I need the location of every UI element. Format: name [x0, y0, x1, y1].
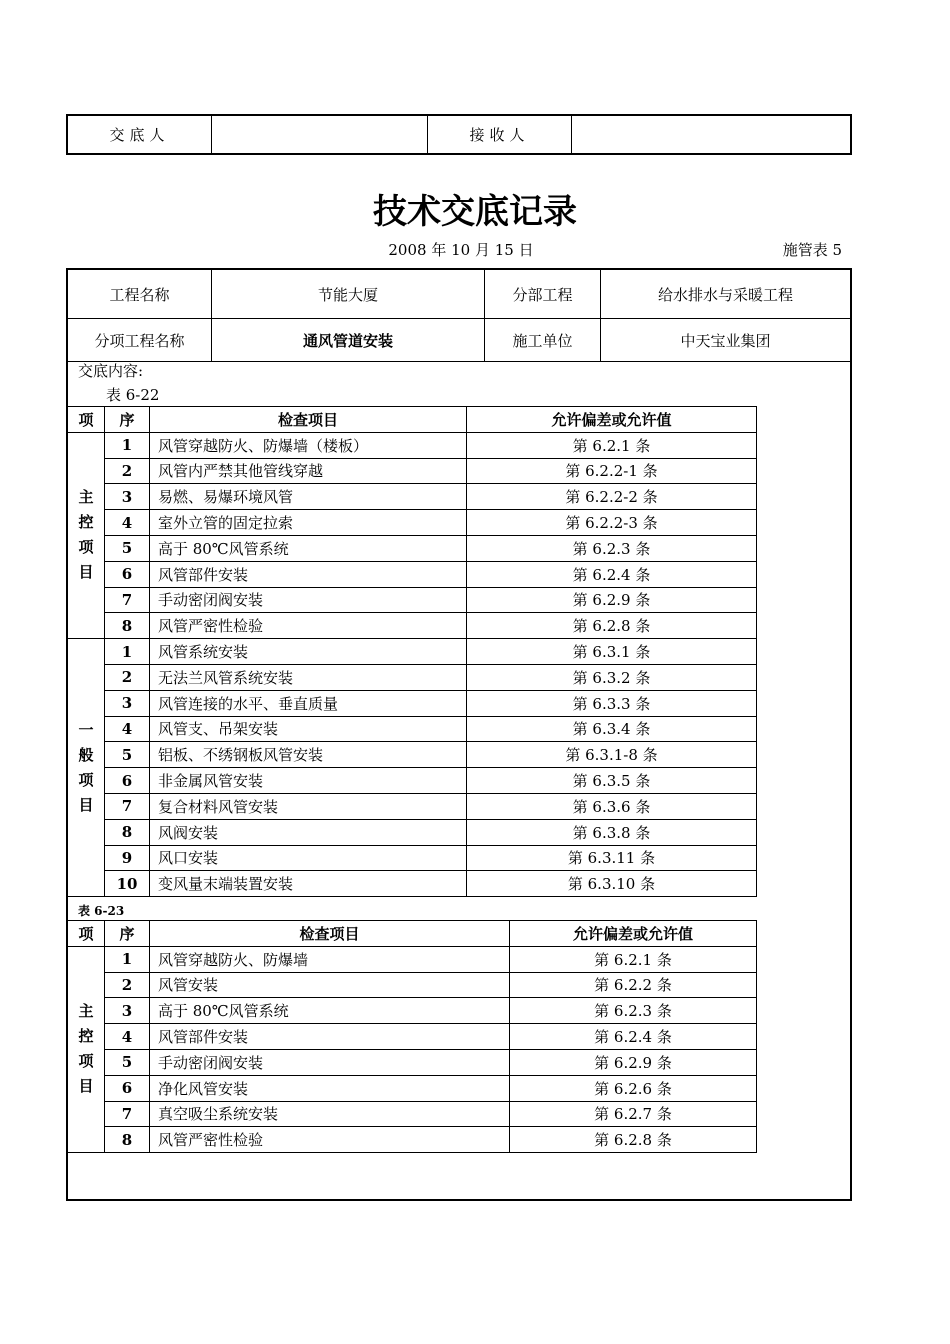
table-row: [68, 946, 757, 972]
check-item: 风管支、吊架安装: [150, 716, 467, 742]
check-item: 风管穿越防火、防爆墙（楼板）: [150, 432, 467, 458]
check-item: 风管严密性检验: [150, 613, 467, 639]
row-number: 1: [105, 639, 150, 665]
document-date: 2008 年 10 月 15 日: [388, 241, 534, 259]
group-label: [68, 946, 105, 1152]
allowed-value: 第 6.2.1 条: [467, 432, 757, 458]
table-row: [68, 768, 757, 794]
allowed-value: 第 6.2.6 条: [510, 1075, 757, 1101]
group-label: [68, 639, 105, 897]
row-number: 2: [105, 972, 150, 998]
allowed-value: 第 6.2.3 条: [467, 535, 757, 561]
table-row: [68, 819, 757, 845]
table-row: [68, 561, 757, 587]
column-header: 项: [68, 921, 105, 947]
check-item: 风管部件安装: [150, 561, 467, 587]
giver-label: 交底人: [67, 115, 212, 154]
check-item: 风管部件安装: [150, 1024, 510, 1050]
table-6-22: [68, 406, 757, 897]
subitem-label: 分项工程名称: [68, 319, 212, 362]
row-number: 4: [105, 510, 150, 536]
table-header-row: [68, 921, 757, 947]
allowed-value: 第 6.2.2-1 条: [467, 458, 757, 484]
row-number: 3: [105, 998, 150, 1024]
row-number: 2: [105, 664, 150, 690]
table-row: [68, 742, 757, 768]
check-item: 高于 80℃风管系统: [150, 998, 510, 1024]
allowed-value: 第 6.2.2-2 条: [467, 484, 757, 510]
column-header: 序: [105, 921, 150, 947]
column-header: 允许偏差或允许值: [510, 921, 757, 947]
project-info-table: [68, 270, 850, 362]
allowed-value: 第 6.3.4 条: [467, 716, 757, 742]
table-row: [68, 871, 757, 897]
row-number: 6: [105, 1075, 150, 1101]
contractor-value: 中天宝业集团: [601, 319, 851, 362]
receiver-field[interactable]: [572, 115, 852, 154]
check-item: 风管严密性检验: [150, 1127, 510, 1153]
table-6-22-label: 表 6-22: [106, 386, 160, 404]
row-number: 7: [105, 793, 150, 819]
allowed-value: 第 6.3.2 条: [467, 664, 757, 690]
table-row: [68, 1024, 757, 1050]
column-header: 项: [68, 407, 105, 433]
group-label-text: 主控项目: [78, 488, 94, 582]
table-row: [68, 535, 757, 561]
column-header: 检查项目: [150, 921, 510, 947]
allowed-value: 第 6.3.6 条: [467, 793, 757, 819]
table-6-23: [68, 920, 757, 1153]
table-row: [68, 716, 757, 742]
table-row: [68, 484, 757, 510]
allowed-value: 第 6.2.2-3 条: [467, 510, 757, 536]
allowed-value: 第 6.3.8 条: [467, 819, 757, 845]
check-item: 高于 80℃风管系统: [150, 535, 467, 561]
table-row: [68, 1101, 757, 1127]
allowed-value: 第 6.2.8 条: [510, 1127, 757, 1153]
column-header: 允许偏差或允许值: [467, 407, 757, 433]
check-item: 非金属风管安装: [150, 768, 467, 794]
group-label: [68, 432, 105, 638]
row-number: 10: [105, 871, 150, 897]
division-label: 分部工程: [485, 270, 601, 319]
check-item: 风管安装: [150, 972, 510, 998]
check-item: 易燃、易爆环境风管: [150, 484, 467, 510]
table-row: [68, 458, 757, 484]
row-number: 2: [105, 458, 150, 484]
row-number: 4: [105, 1024, 150, 1050]
row-number: 5: [105, 1049, 150, 1075]
table-row: [68, 793, 757, 819]
check-item: 复合材料风管安装: [150, 793, 467, 819]
table-row: [68, 998, 757, 1024]
content-label: 交底内容:: [78, 362, 144, 380]
row-number: 5: [105, 535, 150, 561]
row-number: 3: [105, 690, 150, 716]
form-number: 施管表 5: [782, 241, 842, 259]
check-item: 变风量末端装置安装: [150, 871, 467, 897]
receiver-label: 接收人: [428, 115, 572, 154]
row-number: 1: [105, 946, 150, 972]
table-row: [68, 510, 757, 536]
row-number: 3: [105, 484, 150, 510]
row-number: 6: [105, 561, 150, 587]
check-item: 净化风管安装: [150, 1075, 510, 1101]
table-row: [68, 845, 757, 871]
column-header: 序: [105, 407, 150, 433]
check-item: 手动密闭阀安装: [150, 587, 467, 613]
check-item: 风管系统安装: [150, 639, 467, 665]
allowed-value: 第 6.3.11 条: [467, 845, 757, 871]
table-row: [68, 664, 757, 690]
check-item: 风口安装: [150, 845, 467, 871]
row-number: 8: [105, 1127, 150, 1153]
division-value: 给水排水与采暖工程: [601, 270, 851, 319]
table-row: [68, 639, 757, 665]
allowed-value: 第 6.2.4 条: [510, 1024, 757, 1050]
subitem-value: 通风管道安装: [212, 319, 485, 362]
allowed-value: 第 6.2.3 条: [510, 998, 757, 1024]
check-item: 风阀安装: [150, 819, 467, 845]
table-row: [68, 690, 757, 716]
allowed-value: 第 6.2.1 条: [510, 946, 757, 972]
allowed-value: 第 6.3.1-8 条: [467, 742, 757, 768]
check-item: 铝板、不绣钢板风管安装: [150, 742, 467, 768]
check-item: 风管内严禁其他管线穿越: [150, 458, 467, 484]
check-item: 真空吸尘系统安装: [150, 1101, 510, 1127]
allowed-value: 第 6.3.3 条: [467, 690, 757, 716]
row-number: 9: [105, 845, 150, 871]
allowed-value: 第 6.3.10 条: [467, 871, 757, 897]
row-number: 1: [105, 432, 150, 458]
table-row: [68, 1075, 757, 1101]
row-number: 7: [105, 1101, 150, 1127]
allowed-value: 第 6.2.9 条: [467, 587, 757, 613]
table-row: [68, 587, 757, 613]
page-title: 技术交底记录: [373, 192, 577, 232]
contractor-label: 施工单位: [485, 319, 601, 362]
check-item: 室外立管的固定拉索: [150, 510, 467, 536]
project-name-label: 工程名称: [68, 270, 212, 319]
check-item: 手动密闭阀安装: [150, 1049, 510, 1075]
allowed-value: 第 6.2.2 条: [510, 972, 757, 998]
record-frame: [66, 268, 852, 1201]
table-row: [68, 1127, 757, 1153]
check-item: 风管穿越防火、防爆墙: [150, 946, 510, 972]
column-header: 检查项目: [150, 407, 467, 433]
allowed-value: 第 6.3.1 条: [467, 639, 757, 665]
check-item: 风管连接的水平、垂直质量: [150, 690, 467, 716]
row-number: 6: [105, 768, 150, 794]
row-number: 4: [105, 716, 150, 742]
row-number: 8: [105, 819, 150, 845]
allowed-value: 第 6.2.7 条: [510, 1101, 757, 1127]
allowed-value: 第 6.2.8 条: [467, 613, 757, 639]
row-number: 5: [105, 742, 150, 768]
check-item: 无法兰风管系统安装: [150, 664, 467, 690]
table-row: [68, 613, 757, 639]
group-label-text: 主控项目: [78, 1002, 94, 1096]
table-row: [68, 1049, 757, 1075]
table-row: [68, 972, 757, 998]
handover-table: [66, 114, 852, 155]
allowed-value: 第 6.3.5 条: [467, 768, 757, 794]
table-6-23-label: 表 6-23: [78, 904, 125, 918]
table-row: [68, 432, 757, 458]
row-number: 8: [105, 613, 150, 639]
project-name-value: 节能大厦: [212, 270, 485, 319]
table-header-row: [68, 407, 757, 433]
giver-field[interactable]: [212, 115, 428, 154]
allowed-value: 第 6.2.9 条: [510, 1049, 757, 1075]
group-label-text: 一般项目: [78, 720, 94, 814]
row-number: 7: [105, 587, 150, 613]
allowed-value: 第 6.2.4 条: [467, 561, 757, 587]
